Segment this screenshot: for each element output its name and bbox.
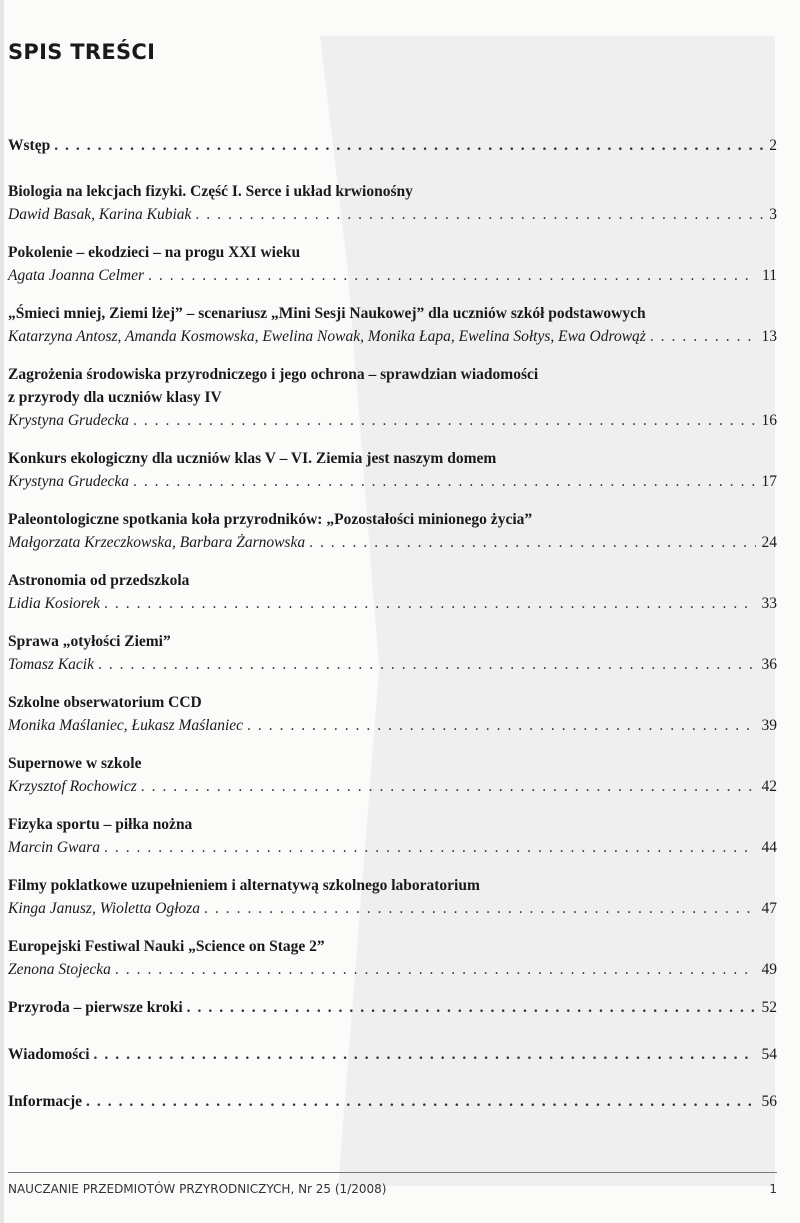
toc-entry-authors: Marcin Gwara	[8, 839, 100, 856]
toc-entry[interactable]	[8, 813, 777, 859]
leader-dots	[195, 203, 763, 226]
leader-dots	[133, 470, 756, 493]
toc-page-number: 24	[761, 534, 777, 551]
toc-entry-title-continued: z przyrody dla uczniów klasy IV	[8, 389, 222, 406]
toc-entry[interactable]	[8, 874, 777, 920]
toc-entry[interactable]	[8, 691, 777, 737]
toc-entry-authors: Lidia Kosiorek	[8, 595, 101, 612]
page-footer	[8, 1182, 777, 1196]
toc-entry-authors: Krystyna Grudecka	[8, 473, 129, 490]
toc-page-number: 52	[761, 999, 777, 1016]
toc-entry-authors: Katarzyna Antosz, Amanda Kosmowska, Ewelina Nowak, Monika Łapa, Ewelina Sołtys, Ewa Odrowąż	[8, 328, 646, 345]
toc-entry-authors: Krystyna Grudecka	[8, 412, 129, 429]
leader-dots	[141, 775, 756, 798]
leader-dots	[650, 325, 756, 348]
toc-line	[8, 470, 777, 493]
footer-page-number: 1	[769, 1182, 777, 1196]
leader-dots	[104, 592, 755, 615]
toc-entry[interactable]	[8, 508, 777, 554]
toc-entry-title: Konkurs ekologiczny dla uczniów klas V – VI. Ziemia jest naszym domem	[8, 450, 497, 467]
toc-line	[8, 958, 777, 981]
leader-dots	[133, 409, 756, 432]
toc-line	[8, 996, 777, 1019]
toc-entry-authors: Tomasz Kacik	[8, 656, 94, 673]
toc-line	[8, 134, 777, 157]
toc-entry-title: „Śmieci mniej, Ziemi lżej” – scenariusz „Mini Sesji Naukowej” dla uczniów szkół podstawowych	[8, 305, 646, 322]
toc-entry-title: Wstęp	[8, 137, 51, 154]
toc-entry[interactable]	[8, 302, 777, 348]
toc-entry[interactable]	[8, 935, 777, 981]
toc-entry[interactable]	[8, 752, 777, 798]
toc-entry-authors: Małgorzata Krzeczkowska, Barbara Żarnowska	[8, 534, 306, 551]
toc-entry-title: Paleontologiczne spotkania koła przyrodników: „Pozostałości minionego życia”	[8, 511, 533, 528]
toc-line	[8, 836, 777, 859]
toc-entry-title: Europejski Festiwal Nauki „Science on Stage 2”	[8, 938, 325, 955]
toc-line	[8, 1090, 777, 1113]
toc-entry-title: Astronomia od przedszkola	[8, 572, 190, 589]
toc-entry[interactable]	[8, 630, 777, 676]
leader-dots	[86, 1090, 755, 1113]
toc-entry-title: Pokolenie – ekodzieci – na progu XXI wieku	[8, 244, 301, 261]
toc-entry[interactable]	[8, 996, 777, 1019]
toc-entry-title: Fizyka sportu – piłka nożna	[8, 816, 193, 833]
toc-entry[interactable]	[8, 241, 777, 287]
leader-dots	[204, 897, 755, 920]
toc-entry-title: Sprawa „otyłości Ziemi”	[8, 633, 171, 650]
toc-entry-authors: Monika Maślaniec, Łukasz Maślaniec	[8, 717, 244, 734]
toc-line	[8, 714, 777, 737]
toc-page-number: 13	[761, 328, 777, 345]
toc-page-number: 47	[761, 900, 777, 917]
toc-line	[8, 775, 777, 798]
leader-dots	[98, 653, 756, 676]
toc-page-number: 17	[761, 473, 777, 490]
toc-entry[interactable]	[8, 1043, 777, 1066]
toc-entry[interactable]	[8, 363, 777, 432]
toc-entry-title: Biologia na lekcjach fizyki. Część I. Serce i układ krwionośny	[8, 183, 413, 200]
toc-page-number: 39	[761, 717, 777, 734]
leader-dots	[187, 996, 756, 1019]
toc-line	[8, 531, 777, 554]
toc-line	[8, 264, 777, 287]
toc-line	[8, 409, 777, 432]
toc-page-number: 16	[761, 412, 777, 429]
page-title: SPIS TREŚCI	[8, 40, 156, 64]
toc-page-number: 56	[761, 1093, 777, 1110]
toc-page-number: 11	[762, 267, 777, 284]
toc-entry-title: Przyroda – pierwsze kroki	[8, 999, 183, 1016]
toc-entry-authors: Kinga Janusz, Wioletta Ogłoza	[8, 900, 201, 917]
leader-dots	[104, 836, 756, 859]
toc-entry-title: Filmy poklatkowe uzupełnieniem i alternatywą szkolnego laboratorium	[8, 877, 480, 894]
toc-page-number: 3	[769, 206, 777, 223]
toc-entry-authors: Zenona Stojecka	[8, 961, 111, 978]
leader-dots	[115, 958, 756, 981]
toc-page-number: 49	[761, 961, 777, 978]
toc-entry-title: Zagrożenia środowiska przyrodniczego i jego ochrona – sprawdzian wiadomości	[8, 366, 539, 383]
toc-page-number: 42	[761, 778, 777, 795]
toc-entry-authors: Krzysztof Rochowicz	[8, 778, 137, 795]
toc-entry-title: Wiadomości	[8, 1046, 90, 1063]
toc-entry-authors: Agata Joanna Celmer	[8, 267, 145, 284]
toc-entry[interactable]	[8, 1090, 777, 1113]
toc-entry-authors: Dawid Basak, Karina Kubiak	[8, 206, 192, 223]
toc-line	[8, 897, 777, 920]
toc-entry[interactable]	[8, 180, 777, 226]
leader-dots	[247, 714, 755, 737]
toc-page-number: 54	[761, 1046, 777, 1063]
leader-dots	[54, 134, 763, 157]
toc-entry-title: Supernowe w szkole	[8, 755, 142, 772]
toc-line	[8, 325, 777, 348]
toc-page-number: 2	[769, 137, 777, 154]
footer-journal-title: NAUCZANIE PRZEDMIOTÓW PRZYRODNICZYCH, Nr 25 (1/2008)	[8, 1182, 387, 1196]
page-edge-shadow	[0, 0, 4, 1223]
toc-line	[8, 653, 777, 676]
toc-entry[interactable]	[8, 134, 777, 157]
leader-dots	[148, 264, 756, 287]
toc-line	[8, 203, 777, 226]
toc-line	[8, 592, 777, 615]
leader-dots	[94, 1043, 756, 1066]
toc-page-number: 44	[761, 839, 777, 856]
toc-line	[8, 1043, 777, 1066]
toc-page-number: 36	[761, 656, 777, 673]
toc-entry[interactable]	[8, 569, 777, 615]
toc-page-number: 33	[761, 595, 777, 612]
leader-dots	[309, 531, 755, 554]
toc-entry[interactable]	[8, 447, 777, 493]
footer-divider	[8, 1172, 777, 1173]
toc-entry-title: Szkolne obserwatorium CCD	[8, 694, 202, 711]
toc-entry-title: Informacje	[8, 1093, 83, 1110]
